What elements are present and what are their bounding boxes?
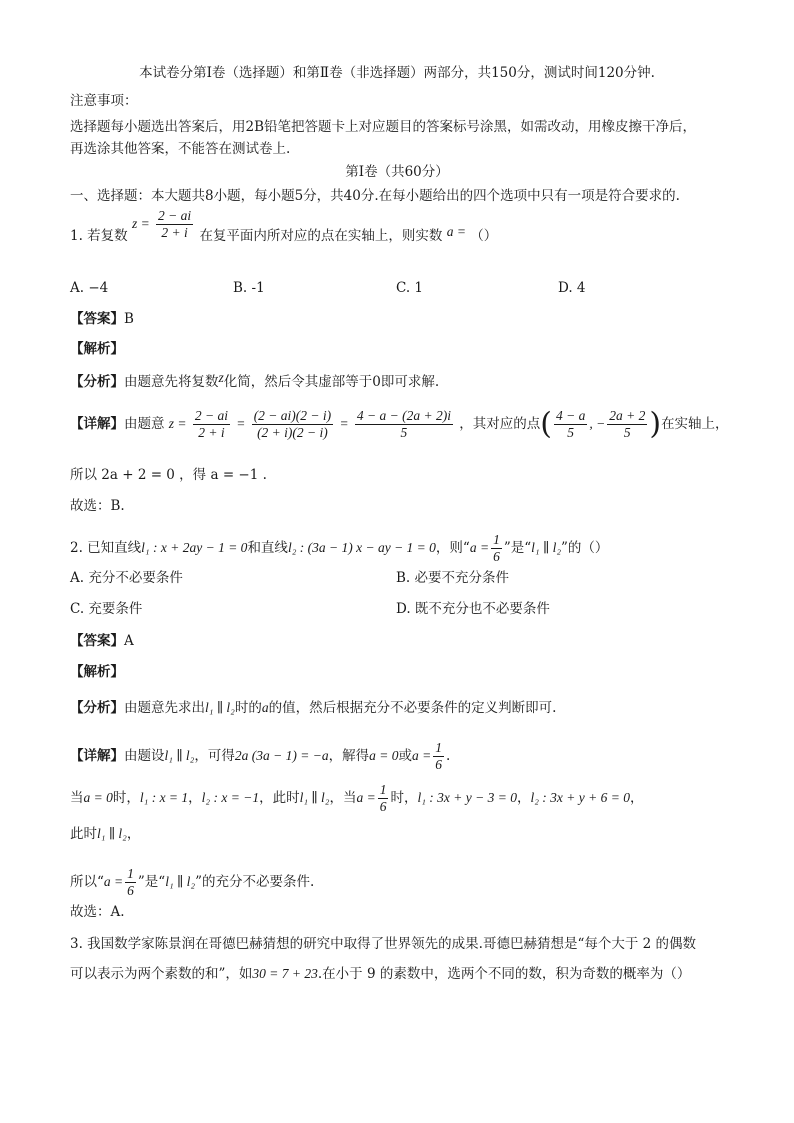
q2-sol-num: 1 [435,740,442,755]
q2-detail-c: ，解得 [328,748,370,764]
q2-case-l2b: l₂ : 3x + y + 6 = 0 [530,790,630,805]
q1-p1-num: 4 − a [555,408,586,423]
q2-then-a: 此时 [70,826,97,842]
q1-point-frac-2 [607,408,647,441]
q2-option-c: C. 充要条件 [70,601,143,617]
q1-eq-sign-1: = [236,416,246,431]
q2-case-sep-2: ， [516,790,531,806]
q2-detail-label: 【详解】 [70,748,124,764]
q2-case-c: ，此时 [259,790,300,806]
q1-f3-den: 5 [400,425,408,440]
q2-conclusion: 故选：A. [70,904,125,920]
q1-fenxi-b: 化简，然后令其虚部等于0即可求解. [223,374,440,390]
q2-case-a: 当 [70,790,84,806]
q1-fenxi-label: 【分析】 [70,374,124,390]
exam-intro: 本试卷分第Ⅰ卷（选择题）和第Ⅱ卷（非选择题）两部分，共150分，测试时间120分钟. [139,65,655,81]
q2-stem-a: 2. 已知直线 [70,540,142,556]
q2-case-den: 6 [379,799,387,814]
q1-detail-z: z = [168,416,187,431]
q1-detail-frac-1 [193,408,230,441]
q1-detail-label: 【详解】 [70,416,124,432]
q2-answer-value: A [124,633,134,649]
q2-option-a: A. 充分不必要条件 [70,570,183,586]
q2-fenxi [70,698,556,718]
q1-option-b: B. -1 [233,280,265,296]
q2-stem-e: ”的（） [561,540,609,556]
q1-stem-text: 在复平面内所对应的点在实轴上，则实数 [199,228,443,244]
q2-fenxi-b: 时的 [234,700,262,716]
q2-sol-fraction [433,740,444,773]
q2-fenxi-par: l₁ ∥ l₂ [205,700,235,715]
q2-case-d: ，当 [329,790,357,806]
q1-point-close-paren: ) [649,406,662,442]
notice-line-2: 再选涂其他答案，不能答在测试卷上. [70,141,291,157]
q2-answer-label: 【答案】 [70,633,124,649]
q2-case-l1b: l₁ : 3x + y − 3 = 0 [417,790,517,805]
q2-so-fraction [125,866,136,899]
q2-detail [70,740,450,773]
q1-eq-sign-2: = [339,416,349,431]
q2-analysis-label: 【解析】 [70,664,124,680]
q2-cases [70,782,643,815]
q2-case-e: 时， [390,790,418,806]
q2-l2-def: l₂ : (3a − 1) x − ay − 1 = 0 [287,540,436,555]
q1-f1-den: 2 + i [198,425,225,440]
q2-frac-den: 6 [493,549,500,564]
q2-case-end: ， [629,790,644,806]
q1-detail-frac-2 [252,408,333,441]
q2-detail-end: . [445,748,451,764]
q1-prefix: 1. 若复数 [70,228,128,244]
q2-so-b: ”是“ [137,874,166,890]
q2-stem [70,532,608,565]
notice-title: 注意事项： [70,93,138,109]
q1-fenxi-a: 由题意先将复数 [124,374,219,390]
q1-f2-den: (2 + i)(2 − i) [257,425,328,440]
q2-so-aeq: a = [103,874,124,889]
q2-detail-sol: a = 0 [369,748,399,763]
q1-p2-num: 2a + 2 [609,408,646,423]
q2-case-a0: a = 0 [83,790,113,805]
q2-fraction [491,532,502,565]
q1-p1-den: 5 [567,425,575,440]
q1-stem [70,208,498,253]
q2-case-l2: l₂ : x = −1 [201,790,260,805]
q2-option-d: D. 既不充分也不必要条件 [396,601,550,617]
q1-detail [70,408,729,441]
q2-stem-b: 和直线 [247,540,288,556]
q3-line-2 [70,964,690,984]
q2-then-par: l₁ ∥ l₂ [97,826,127,841]
q1-p2-den: 5 [623,425,631,440]
q1-conclusion: 故选：B. [70,498,125,514]
q2-so-den: 6 [127,883,134,898]
q2-so-num: 1 [127,866,134,881]
q2-case-num: 1 [379,782,387,797]
q1-answer-label: 【答案】 [70,311,124,327]
q2-fenxi-var: a [261,700,269,715]
q2-stem-c: ，则“ [435,540,470,556]
q1-fraction [156,208,193,241]
q2-detail-d: 或 [398,748,412,764]
q1-fenxi [70,372,439,392]
q1-detail-b: ，其对应的点 [459,416,541,432]
q1-detail-a: 由题意 [124,416,165,432]
q2-fenxi-c: 的值，然后根据充分不必要条件的定义判断即可. [268,700,557,716]
q2-parallel: l₁ ∥ l₂ [531,540,562,555]
q1-option-c: C. 1 [396,280,424,296]
q1-fenxi-z: z [218,370,224,385]
q1-f3-num: 4 − a − (2a + 2)i [356,408,451,423]
q1-a-eq: a = [446,224,466,239]
q2-case-a2: a = [356,790,376,805]
q1-option-a: A. −4 [70,280,109,296]
q1-point-open-paren: ( [540,406,552,442]
q1-answer [70,309,134,329]
q2-detail-sol2: a = [411,748,432,763]
q2-case-b: 时， [112,790,140,806]
q2-then [70,824,140,844]
q2-case-fraction [378,782,389,815]
section-title: 一、选择题：本大题共8小题，每小题5分，共40分.在每小题给出的四个选项中只有一项是符合要求的. [70,188,680,204]
q1-p2-sign: , − [589,416,606,431]
q1-frac-num: 2 − ai [158,208,192,223]
q2-option-b: B. 必要不充分条件 [396,570,510,586]
q1-analysis-label: 【解析】 [70,341,124,357]
q2-so-a: 所以“ [70,874,104,890]
q2-fenxi-a: 由题意先求出 [124,700,205,716]
q1-option-d: D. 4 [558,280,586,296]
q2-detail-par: l₁ ∥ l₂ [164,748,195,763]
q2-l1-def: l₁ : x + 2ay − 1 = 0 [141,540,248,555]
q3-line-1: 3. 我国数学家陈景润在哥德巴赫猜想的研究中取得了世界领先的成果.哥德巴赫猜想是“每个大于 2 的偶数 [70,936,697,952]
q1-answer-value: B [124,311,134,327]
q1-f2-num: (2 − ai)(2 − i) [253,408,332,423]
q1-f1-num: 2 − ai [194,408,228,423]
q2-fenxi-label: 【分析】 [70,700,124,716]
q2-then-b: ， [126,826,141,842]
q2-answer [70,631,134,651]
q1-detail-frac-3 [355,408,453,441]
q1-detail-c: 在实轴上， [661,416,729,432]
q2-detail-eq: 2a (3a − 1) = −a [234,748,329,763]
q2-so-par: l₁ ∥ l₂ [165,874,196,889]
q1-frac-den: 2 + i [161,225,188,240]
q2-case-sep-1: ， [188,790,202,806]
notice-line-1: 选择题每小题选出答案后，用2B铅笔把答题卡上对应题目的答案标号涂黑，如需改动，用橡皮擦干净后， [70,119,697,135]
q3-line-2-eq: 30 = 7 + 23 [252,966,318,981]
q3-line-2-b: .在小于 9 的素数中，选两个不同的数，积为奇数的概率为（） [317,966,691,982]
q2-a-eq: a = [469,540,490,555]
part-title: 第Ⅰ卷（共60分） [345,164,449,180]
q2-sol-den: 6 [435,757,442,772]
q2-detail-b: ，可得 [194,748,235,764]
q1-z-eq: z = [131,216,150,231]
q2-case-par: l₁ ∥ l₂ [299,790,330,805]
q2-so-c: ”的充分不必要条件. [195,874,315,890]
q2-case-l1: l₁ : x = 1 [139,790,189,805]
q2-frac-num: 1 [493,532,500,547]
q2-so [70,866,314,899]
q2-detail-a: 由题设 [124,748,165,764]
q1-paren: （） [470,228,498,244]
q1-point-frac-1 [554,408,587,441]
q3-line-2-a: 可以表示为两个素数的和”，如 [70,966,253,982]
q1-line-2: 所以 2a + 2 = 0 ，得 a = −1 . [70,467,267,483]
q2-stem-d: ”是“ [503,540,532,556]
